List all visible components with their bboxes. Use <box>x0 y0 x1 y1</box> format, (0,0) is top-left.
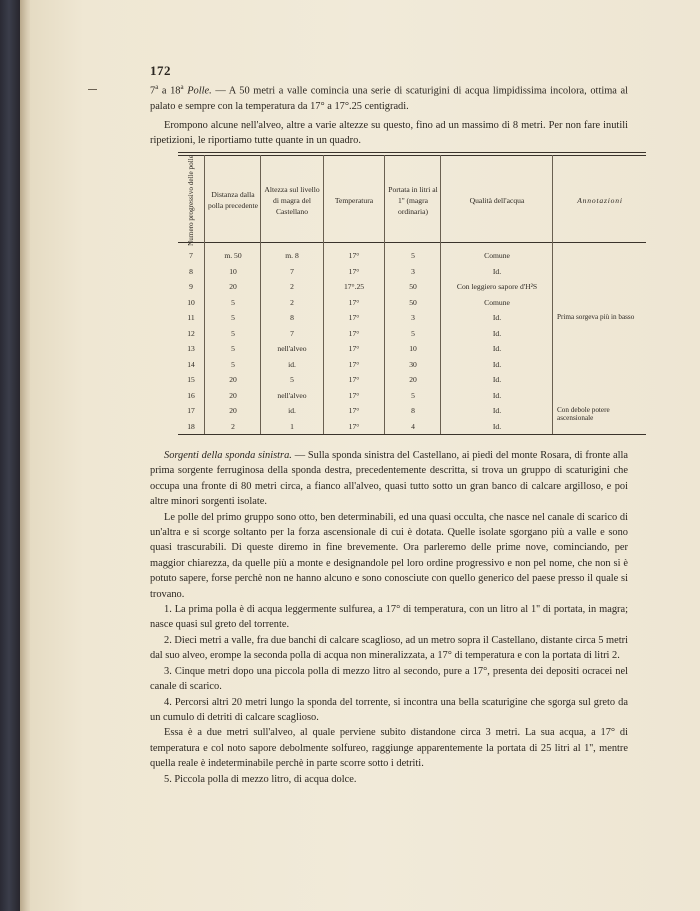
table-cell: 12 <box>187 328 195 338</box>
body-paragraph-6: 4. Percorsi altri 20 metri lungo la sponda del torrente, si incontra una bella scaturigine che sgorga sul greto da un cumulo di detriti di calcare scaglioso. <box>150 696 628 723</box>
table-cell: 20 <box>229 406 237 415</box>
table-cell: m. 8 <box>285 251 299 260</box>
table-cell: 17° <box>348 375 360 384</box>
table-cell: 8 <box>290 313 294 322</box>
table-cell: Id. <box>492 406 502 415</box>
table-cell: 7 <box>189 251 193 260</box>
header-distanza: Distanza dalla polla precedente <box>208 190 258 210</box>
table-cell: 2 <box>231 421 235 431</box>
body-paragraph-3: 1. La prima polla è di acqua leggermente sulfurea, a 17° di temperatura, con un litro al 1'' di portata, in magra; nasce quasi sul greto del torrente. <box>150 604 628 631</box>
header-qualita: Qualità dell'acqua <box>469 195 525 205</box>
table-cell: 50 <box>409 282 417 291</box>
table-cell: 17° <box>348 266 360 276</box>
table-cell: Id. <box>492 328 502 338</box>
table-cell: 20 <box>229 282 237 291</box>
table-cell: 5 <box>290 375 294 384</box>
table-cell: 17° <box>348 344 360 353</box>
table-row <box>178 282 646 297</box>
table-cell: Con leggiero sapore d'H²S <box>456 282 538 291</box>
table-row <box>178 329 646 344</box>
table-cell: 5 <box>411 328 415 338</box>
table-cell: Id. <box>492 390 502 400</box>
table-cell: 17° <box>348 390 360 400</box>
header-temperatura: Temperatura <box>334 195 374 205</box>
table-cell: nell'alveo <box>277 344 307 353</box>
table-row <box>178 375 646 390</box>
body-paragraph-5: 3. Cinque metri dopo una piccola polla di mezzo litro al secondo, pure a 17°, presenta dei depositi ocracei nel canale di scarico. <box>150 665 628 693</box>
table-cell: 4 <box>411 421 415 431</box>
body-paragraph-sponda <box>150 448 628 510</box>
page-number: 172 <box>150 63 171 78</box>
table-cell: 3 <box>411 266 415 276</box>
book-page <box>30 0 700 911</box>
table-cell: 8 <box>189 266 193 276</box>
table-cell: 14 <box>187 359 195 369</box>
intro-heading-sup2: a <box>180 83 184 91</box>
table-cell: 8 <box>411 406 415 415</box>
table-cell: 9 <box>189 282 193 291</box>
section-heading: Sorgenti della sponda sinistra. <box>164 450 292 461</box>
table-cell: 17°.25 <box>343 282 365 291</box>
table-rule <box>178 152 646 153</box>
table-row <box>178 298 646 313</box>
table-cell: 5 <box>411 390 415 400</box>
table-cell: 17° <box>348 251 360 260</box>
table-cell: 15 <box>187 375 195 384</box>
table-cell: 1 <box>290 421 294 431</box>
table-cell: 20 <box>229 390 237 400</box>
table-row <box>178 360 646 375</box>
table-cell: 2 <box>290 297 294 307</box>
table-row <box>178 391 646 406</box>
intro-heading-title: Polle. <box>183 85 212 97</box>
table-row <box>178 251 646 266</box>
table-note: Con debole potere ascensionale <box>557 406 610 422</box>
table-cell: 16 <box>187 390 195 400</box>
table-cell: 20 <box>409 375 417 384</box>
intro-paragraph-1 <box>150 80 628 115</box>
table-cell: 5 <box>411 251 415 260</box>
table-cell: Id. <box>492 421 502 431</box>
intro-section <box>150 80 628 149</box>
table-cell: 18 <box>187 421 195 431</box>
table-cell: 17° <box>348 297 360 307</box>
header-altezza: Altezza sul livello di magra del Castellano <box>264 184 320 216</box>
body-paragraph-7: Essa è a due metri sull'alveo, al quale perviene subito distandone circa 3 metri. La sua acqua, a 17° di temperatura e col noto sapore debolmente solfureo, raggiunge apparentemente la portata di 25 litri al 1'', mentre quella reale è indeterminabile perchè in parte scorre sotto i detriti. <box>150 727 628 770</box>
intro-heading-sup: a <box>155 83 159 91</box>
table-cell: 11 <box>187 313 195 322</box>
intro-heading-start: 7 <box>150 85 156 97</box>
table-cell: 5 <box>231 297 235 307</box>
table-cell: 10 <box>409 344 417 353</box>
body-section <box>150 448 628 787</box>
table-cell: Id. <box>492 266 502 276</box>
table-cell: 17° <box>348 421 360 431</box>
table-cell: 10 <box>229 266 237 276</box>
table-cell: 5 <box>231 313 235 322</box>
table-cell: Comune <box>484 251 510 260</box>
table-cell: 30 <box>409 359 417 369</box>
table-row <box>178 406 646 421</box>
table-cell: 5 <box>231 328 235 338</box>
table-row <box>178 267 646 282</box>
table-cell: 17° <box>348 359 360 369</box>
book-spine <box>0 0 20 911</box>
section-text: — Sulla sponda sinistra del Castellano, ai piedi del monte Rosara, di fronte alla prima sorgente ferruginosa della sponda destra, precedentemente descritta, si trova un gruppo di scaturigini che occupa una fronte di 80 metri circa, a fianco all'alveo, quasi tutto sotto un gran banco di calcare argilloso, e poi altre minori sorgenti isolate. <box>150 450 628 508</box>
intro-paragraph-2: Erompono alcune nell'alveo, altre a varie altezze su questo, fino ad un massimo di 8 metri. Per non fare inutili ripetizioni, le riportiamo tutte quante in un quadro. <box>150 119 628 147</box>
table-row <box>178 344 646 359</box>
intro-body: — A 50 metri a valle comincia una serie di scaturigini di acqua limpidissima incolora, ottima al palato e sempre con la temperatura da 17° a 17°.25 centigradi. <box>150 85 629 113</box>
table-cell: m. 50 <box>224 251 242 260</box>
header-annotazioni: Annotazioni <box>577 195 623 205</box>
body-paragraph-4: 2. Dieci metri a valle, fra due banchi di calcare scaglioso, ad un metro sopra il Castellano, distante circa 5 metri dal suo alveo, erompe la seconda polla di acqua non mineralizzata, a 17° di temperatura e con la portata di litri 2. <box>150 634 628 662</box>
table-row <box>178 422 646 437</box>
intro-heading-mid: a 18 <box>158 85 181 97</box>
table-rule <box>178 242 646 243</box>
table-cell: id. <box>288 359 296 369</box>
table-cell: Id. <box>492 313 502 322</box>
table-cell: 3 <box>411 313 415 322</box>
margin-mark <box>88 89 97 90</box>
body-paragraph-8: 5. Piccola polla di mezzo litro, di acqua dolce. <box>164 773 357 785</box>
table-cell: nell'alveo <box>277 390 307 400</box>
table-cell: 2 <box>290 282 294 291</box>
table-cell: 7 <box>290 328 294 338</box>
table-cell: 17° <box>348 328 360 338</box>
table-cell: Id. <box>492 344 502 353</box>
table-note: Prima sorgeva più in basso <box>557 313 635 321</box>
table-cell: 5 <box>231 359 235 369</box>
table-cell: 20 <box>229 375 237 384</box>
table-cell: Comune <box>484 297 510 307</box>
table-rule <box>178 155 646 156</box>
table-cell: 50 <box>409 297 417 307</box>
table-cell: Id. <box>492 359 502 369</box>
body-paragraph-2: Le polle del primo gruppo sono otto, ben determinabili, ed una quasi occulta, che nasce nel canale di scarico di un'altra e si scorge soltanto per la forza ascensionale di cui è dotata. Quelle isolate sgorgano più a valle e sono quasi trascurabili. Di queste diremo in fine brevemente. Ora parleremo delle prime nove, cominciando, per maggior chiarezza, da quelle più a monte e designandole pel loro ordine progressivo e non pel nome, che non si è potuto sapere, forse perchè non ne hanno alcuno e sono conosciute con quello generico del paese presso il quale si trovano. <box>150 511 628 600</box>
table-cell: 17° <box>348 313 360 322</box>
header-portata: Portata in litri al 1'' (magra ordinaria) <box>388 184 438 216</box>
table-cell: 10 <box>187 297 195 307</box>
table-cell: id. <box>288 406 296 415</box>
header-numero: Numero progressivo delle polle <box>186 154 195 246</box>
table-cell: 5 <box>231 344 235 353</box>
table-cell: 17 <box>187 406 195 415</box>
table-cell: 13 <box>187 344 195 353</box>
table-cell: 7 <box>290 266 294 276</box>
table-cell: Id. <box>492 375 502 384</box>
table-row <box>178 313 646 328</box>
table-cell: 17° <box>348 406 360 415</box>
